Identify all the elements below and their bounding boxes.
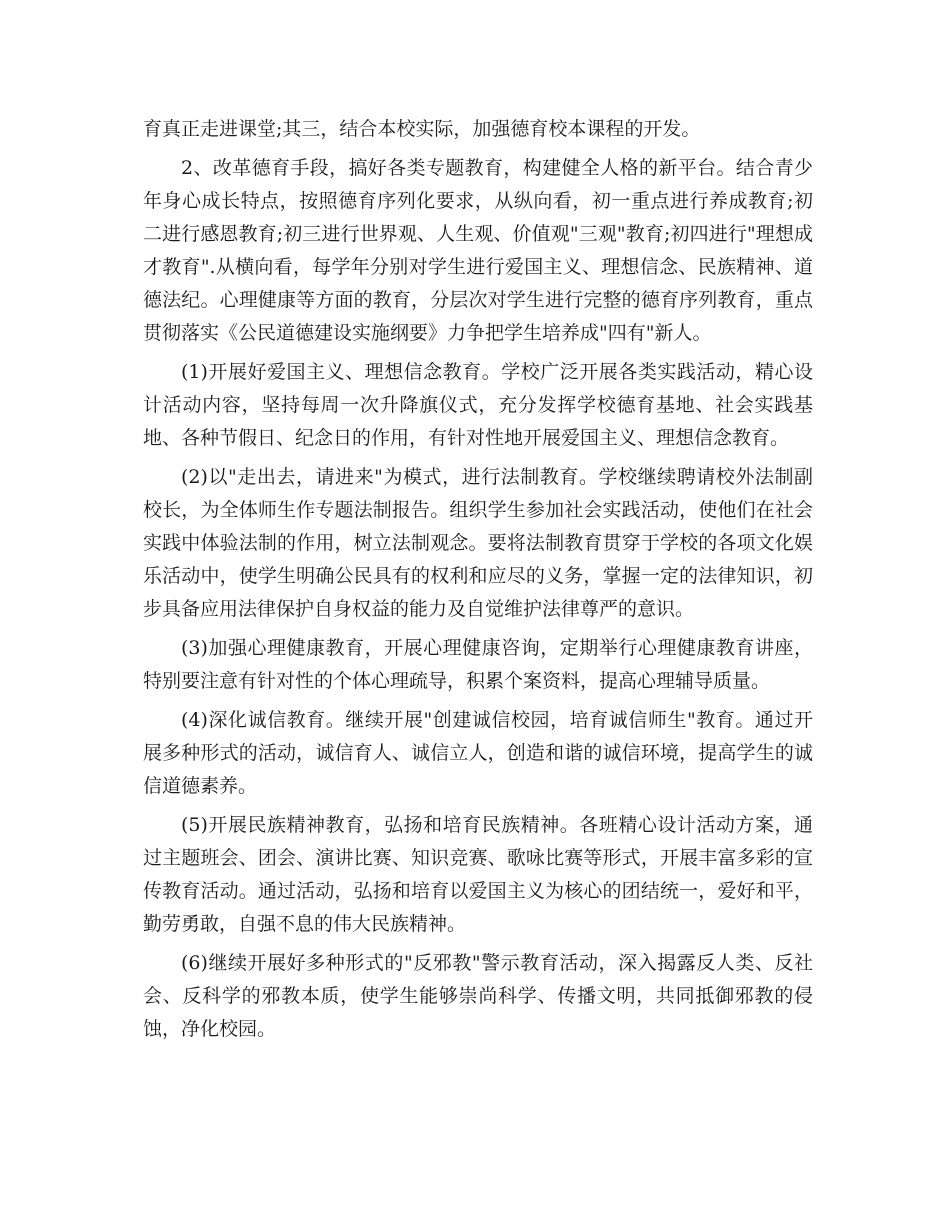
document-body [143,113,813,1052]
paragraph-item-1-patriotism: (1)开展好爱国主义、理想信念教育。学校广泛开展各类实践活动，精心设计活动内容，坚持每周一次升降旗仪式，充分发挥学校德育基地、社会实践基地、各种节假日、纪念日的作用，有针对性地开展爱国主义、理想信念教育。 [143,361,813,449]
paragraph-continuation: 育真正走进课堂;其三，结合本校实际，加强德育校本课程的开发。 [143,118,701,140]
paragraph-item-3-mental-health: (3)加强心理健康教育，开展心理健康咨询，定期举行心理健康教育讲座，特别要注意有针对性的个体心理疏导，积累个案资料，提高心理辅导质量。 [143,637,813,692]
paragraph-item-5-national-spirit: (5)开展民族精神教育，弘扬和培育民族精神。各班精心设计活动方案，通过主题班会、团会、演讲比赛、知识竞赛、歌咏比赛等形式，开展丰富多彩的宣传教育活动。通过活动，弘扬和培育以爱国主义为核心的团结统一，爱好和平，勤劳勇敢，自强不息的伟大民族精神。 [143,814,813,935]
paragraph-reform-methods: 2、改革德育手段，搞好各类专题教育，构建健全人格的新平台。结合青少年身心成长特点，按照德育序列化要求，从纵向看，初一重点进行养成教育;初二进行感恩教育;初三进行世界观、人生观、价值观"三观"教育;初四进行"理想成才教育".从横向看，每学年分别对学生进行爱国主义、理想信念、民族精神、道德法纪。心理健康等方面的教育，分层次对学生进行完整的德育序列教育，重点贯彻落实《公民道德建设实施纲要》力争把学生培养成"四有"新人。 [143,157,813,344]
paragraph-item-2-legal-education: (2)以"走出去，请进来"为模式，进行法制教育。学校继续聘请校外法制副校长，为全体师生作专题法制报告。组织学生参加社会实践活动，使他们在社会实践中体验法制的作用，树立法制观念。要将法制教育贯穿于学校的各项文化娱乐活动中，使学生明确公民具有的权利和应尽的义务，掌握一定的法律知识，初步具备应用法律保护自身权益的能力及自觉维护法律尊严的意识。 [143,466,813,620]
paragraph-item-6-anti-cult: (6)继续开展好多种形式的"反邪教"警示教育活动，深入揭露反人类、反社会、反科学的邪教本质，使学生能够崇尚科学、传播文明，共同抵御邪教的侵蚀，净化校园。 [143,952,813,1040]
paragraph-item-4-integrity: (4)深化诚信教育。继续开展"创建诚信校园，培育诚信师生"教育。通过开展多种形式的活动，诚信育人、诚信立人，创造和谐的诚信环境，提高学生的诚信道德素养。 [143,709,813,797]
